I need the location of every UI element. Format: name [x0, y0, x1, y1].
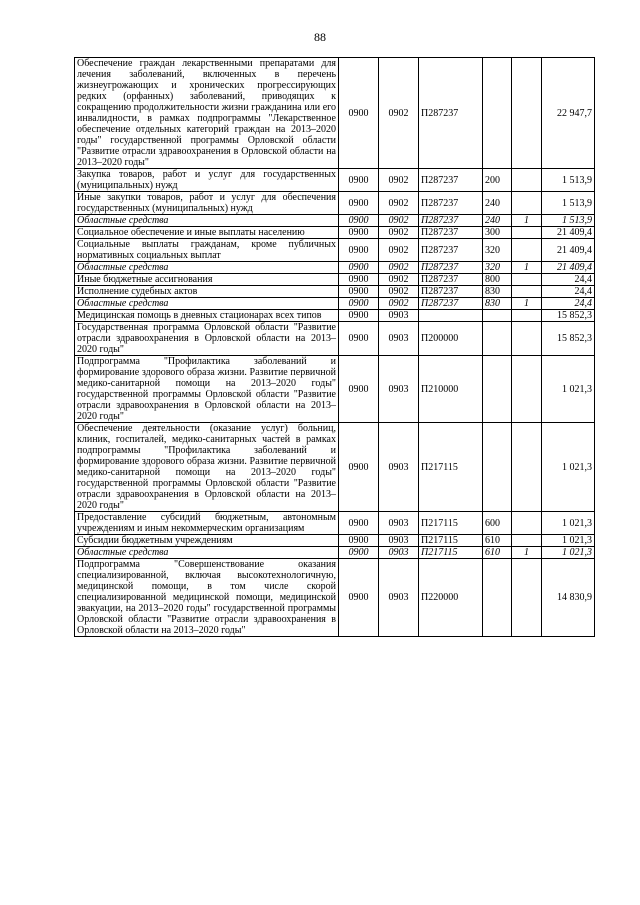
cell-c1: 0900	[339, 535, 379, 547]
cell-c1: 0900	[339, 356, 379, 423]
cell-c2: 0903	[379, 559, 419, 637]
page-number: 88	[314, 30, 326, 44]
cell-name: Предоставление субсидий бюджетным, автономным учреждениям и иным некоммерческим организациям	[75, 512, 339, 535]
table-row	[75, 547, 595, 559]
cell-c4: 600	[483, 512, 512, 535]
cell-c2: 0903	[379, 535, 419, 547]
cell-c5	[512, 512, 542, 535]
table-row	[75, 512, 595, 535]
cell-c3: П217115	[419, 535, 483, 547]
cell-c3: П287237	[419, 298, 483, 310]
cell-c2: 0903	[379, 423, 419, 512]
cell-amount: 1 021,3	[542, 547, 595, 559]
cell-c5	[512, 423, 542, 512]
cell-c1: 0900	[339, 310, 379, 322]
budget-table	[74, 57, 595, 637]
cell-c4	[483, 423, 512, 512]
cell-c2: 0902	[379, 169, 419, 192]
table-row	[75, 262, 595, 274]
cell-c3: П287237	[419, 215, 483, 227]
cell-c4: 240	[483, 192, 512, 215]
cell-c5	[512, 274, 542, 286]
cell-c2: 0902	[379, 298, 419, 310]
cell-c5	[512, 310, 542, 322]
cell-name: Областные средства	[75, 298, 339, 310]
cell-amount: 1 021,3	[542, 423, 595, 512]
cell-name: Областные средства	[75, 547, 339, 559]
cell-name: Закупка товаров, работ и услуг для государственных (муниципальных) нужд	[75, 169, 339, 192]
cell-c3: П287237	[419, 262, 483, 274]
cell-amount: 24,4	[542, 298, 595, 310]
cell-amount: 1 021,3	[542, 512, 595, 535]
cell-name: Обеспечение деятельности (оказание услуг) больниц, клиник, госпиталей, медико-санитарных частей в рамках подпрограммы "Профилактика заболеваний и формирование здорового образа жизни. Развитие первичной медико-санитарной помощи на 2013–2020 годы" государственной программы Орловской области "Развитие отрасли здравоохранения в Орловской области на 2013–2020 годы"	[75, 423, 339, 512]
cell-c5	[512, 192, 542, 215]
cell-c5: 1	[512, 547, 542, 559]
table-row	[75, 310, 595, 322]
cell-amount: 1 513,9	[542, 169, 595, 192]
cell-c1: 0900	[339, 215, 379, 227]
cell-c2: 0903	[379, 310, 419, 322]
cell-c5	[512, 535, 542, 547]
cell-amount: 21 409,4	[542, 262, 595, 274]
cell-c1: 0900	[339, 227, 379, 239]
cell-c5: 1	[512, 298, 542, 310]
cell-c3: П287237	[419, 227, 483, 239]
cell-c3: П287237	[419, 58, 483, 169]
cell-amount: 22 947,7	[542, 58, 595, 169]
cell-c4: 830	[483, 286, 512, 298]
table-row	[75, 239, 595, 262]
cell-c4	[483, 58, 512, 169]
cell-c3: П220000	[419, 559, 483, 637]
cell-c3: П210000	[419, 356, 483, 423]
cell-c1: 0900	[339, 512, 379, 535]
cell-c3: П287237	[419, 239, 483, 262]
cell-amount: 24,4	[542, 286, 595, 298]
cell-c2: 0903	[379, 356, 419, 423]
table-row	[75, 535, 595, 547]
cell-name: Иные закупки товаров, работ и услуг для обеспечения государственных (муниципальных) нужд	[75, 192, 339, 215]
cell-c1: 0900	[339, 298, 379, 310]
cell-c2: 0903	[379, 512, 419, 535]
cell-c2: 0902	[379, 227, 419, 239]
table-row	[75, 58, 595, 169]
table-row	[75, 322, 595, 356]
cell-c5	[512, 239, 542, 262]
cell-c4: 830	[483, 298, 512, 310]
cell-name: Субсидии бюджетным учреждениям	[75, 535, 339, 547]
cell-c1: 0900	[339, 423, 379, 512]
table-row	[75, 298, 595, 310]
cell-name: Областные средства	[75, 215, 339, 227]
cell-c1: 0900	[339, 262, 379, 274]
cell-c3: П287237	[419, 169, 483, 192]
cell-c5	[512, 559, 542, 637]
cell-c5	[512, 356, 542, 423]
cell-amount: 24,4	[542, 274, 595, 286]
cell-c5	[512, 169, 542, 192]
cell-amount: 1 513,9	[542, 192, 595, 215]
cell-name: Социальное обеспечение и иные выплаты населению	[75, 227, 339, 239]
table-row	[75, 423, 595, 512]
cell-c4: 320	[483, 262, 512, 274]
cell-amount: 1 021,3	[542, 356, 595, 423]
cell-c3: П217115	[419, 423, 483, 512]
cell-c1: 0900	[339, 239, 379, 262]
cell-c4: 610	[483, 535, 512, 547]
cell-amount: 15 852,3	[542, 310, 595, 322]
cell-name: Обеспечение граждан лекарственными препаратами для лечения заболеваний, включенных в перечень жизнеугрожающих и хронических прогрессирующих редких (орфанных) заболеваний, приводящих к сокращению продолжительности жизни гражданина или его инвалидности, в рамках подпрограммы "Лекарственное обеспечение отдельных категорий граждан на 2013–2020 годы" государственной программы Орловской области "Развитие отрасли здравоохранения в Орловской области на 2013–2020 годы"	[75, 58, 339, 169]
cell-c1: 0900	[339, 58, 379, 169]
table-row	[75, 227, 595, 239]
cell-name: Государственная программа Орловской области "Развитие отрасли здравоохранения в Орловской области на 2013–2020 годы"	[75, 322, 339, 356]
cell-c2: 0902	[379, 239, 419, 262]
cell-c4: 300	[483, 227, 512, 239]
cell-c3: П287237	[419, 274, 483, 286]
cell-c5	[512, 227, 542, 239]
cell-name: Областные средства	[75, 262, 339, 274]
cell-c5	[512, 58, 542, 169]
cell-amount: 1 021,3	[542, 535, 595, 547]
table-row	[75, 169, 595, 192]
cell-c1: 0900	[339, 286, 379, 298]
cell-c2: 0903	[379, 322, 419, 356]
cell-c5: 1	[512, 262, 542, 274]
table-row	[75, 192, 595, 215]
table-row	[75, 356, 595, 423]
cell-c2: 0902	[379, 286, 419, 298]
cell-c1: 0900	[339, 322, 379, 356]
table-row	[75, 274, 595, 286]
cell-c2: 0902	[379, 274, 419, 286]
cell-c1: 0900	[339, 559, 379, 637]
cell-amount: 14 830,9	[542, 559, 595, 637]
table-row	[75, 215, 595, 227]
cell-c4: 800	[483, 274, 512, 286]
cell-c2: 0902	[379, 262, 419, 274]
cell-amount: 15 852,3	[542, 322, 595, 356]
cell-name: Медицинская помощь в дневных стационарах всех типов	[75, 310, 339, 322]
cell-c1: 0900	[339, 274, 379, 286]
cell-c3: П217115	[419, 512, 483, 535]
cell-c5: 1	[512, 215, 542, 227]
cell-c1: 0900	[339, 169, 379, 192]
cell-c4: 320	[483, 239, 512, 262]
cell-c4	[483, 310, 512, 322]
cell-name: Иные бюджетные ассигнования	[75, 274, 339, 286]
cell-c4	[483, 322, 512, 356]
cell-name: Подпрограмма "Совершенствование оказания специализированной, включая высокотехнологичную, медицинской помощи, в том числе скорой специализированной медицинской помощи, медицинской эвакуации, на 2013–2020 годы" государственной программы Орловской области "Развитие отрасли здравоохранения в Орловской области на 2013–2020 годы"	[75, 559, 339, 637]
cell-name: Социальные выплаты гражданам, кроме публичных нормативных социальных выплат	[75, 239, 339, 262]
cell-c3	[419, 310, 483, 322]
cell-name: Исполнение судебных актов	[75, 286, 339, 298]
cell-amount: 21 409,4	[542, 239, 595, 262]
cell-c5	[512, 286, 542, 298]
cell-c5	[512, 322, 542, 356]
table-body	[75, 58, 595, 637]
cell-c2: 0902	[379, 215, 419, 227]
cell-c4: 200	[483, 169, 512, 192]
cell-c1: 0900	[339, 192, 379, 215]
cell-c3: П287237	[419, 286, 483, 298]
cell-c4: 610	[483, 547, 512, 559]
cell-name: Подпрограмма "Профилактика заболеваний и формирование здорового образа жизни. Развитие первичной медико-санитарной помощи на 2013–2020 годы" государственной программы Орловской области "Развитие отрасли здравоохранения в Орловской области на 2013–2020 годы"	[75, 356, 339, 423]
cell-c2: 0902	[379, 58, 419, 169]
cell-amount: 21 409,4	[542, 227, 595, 239]
cell-c3: П217115	[419, 547, 483, 559]
cell-c4: 240	[483, 215, 512, 227]
cell-amount: 1 513,9	[542, 215, 595, 227]
cell-c2: 0903	[379, 547, 419, 559]
cell-c3: П287237	[419, 192, 483, 215]
cell-c4	[483, 356, 512, 423]
cell-c1: 0900	[339, 547, 379, 559]
table-row	[75, 559, 595, 637]
table-row	[75, 286, 595, 298]
cell-c4	[483, 559, 512, 637]
cell-c2: 0902	[379, 192, 419, 215]
cell-c3: П200000	[419, 322, 483, 356]
